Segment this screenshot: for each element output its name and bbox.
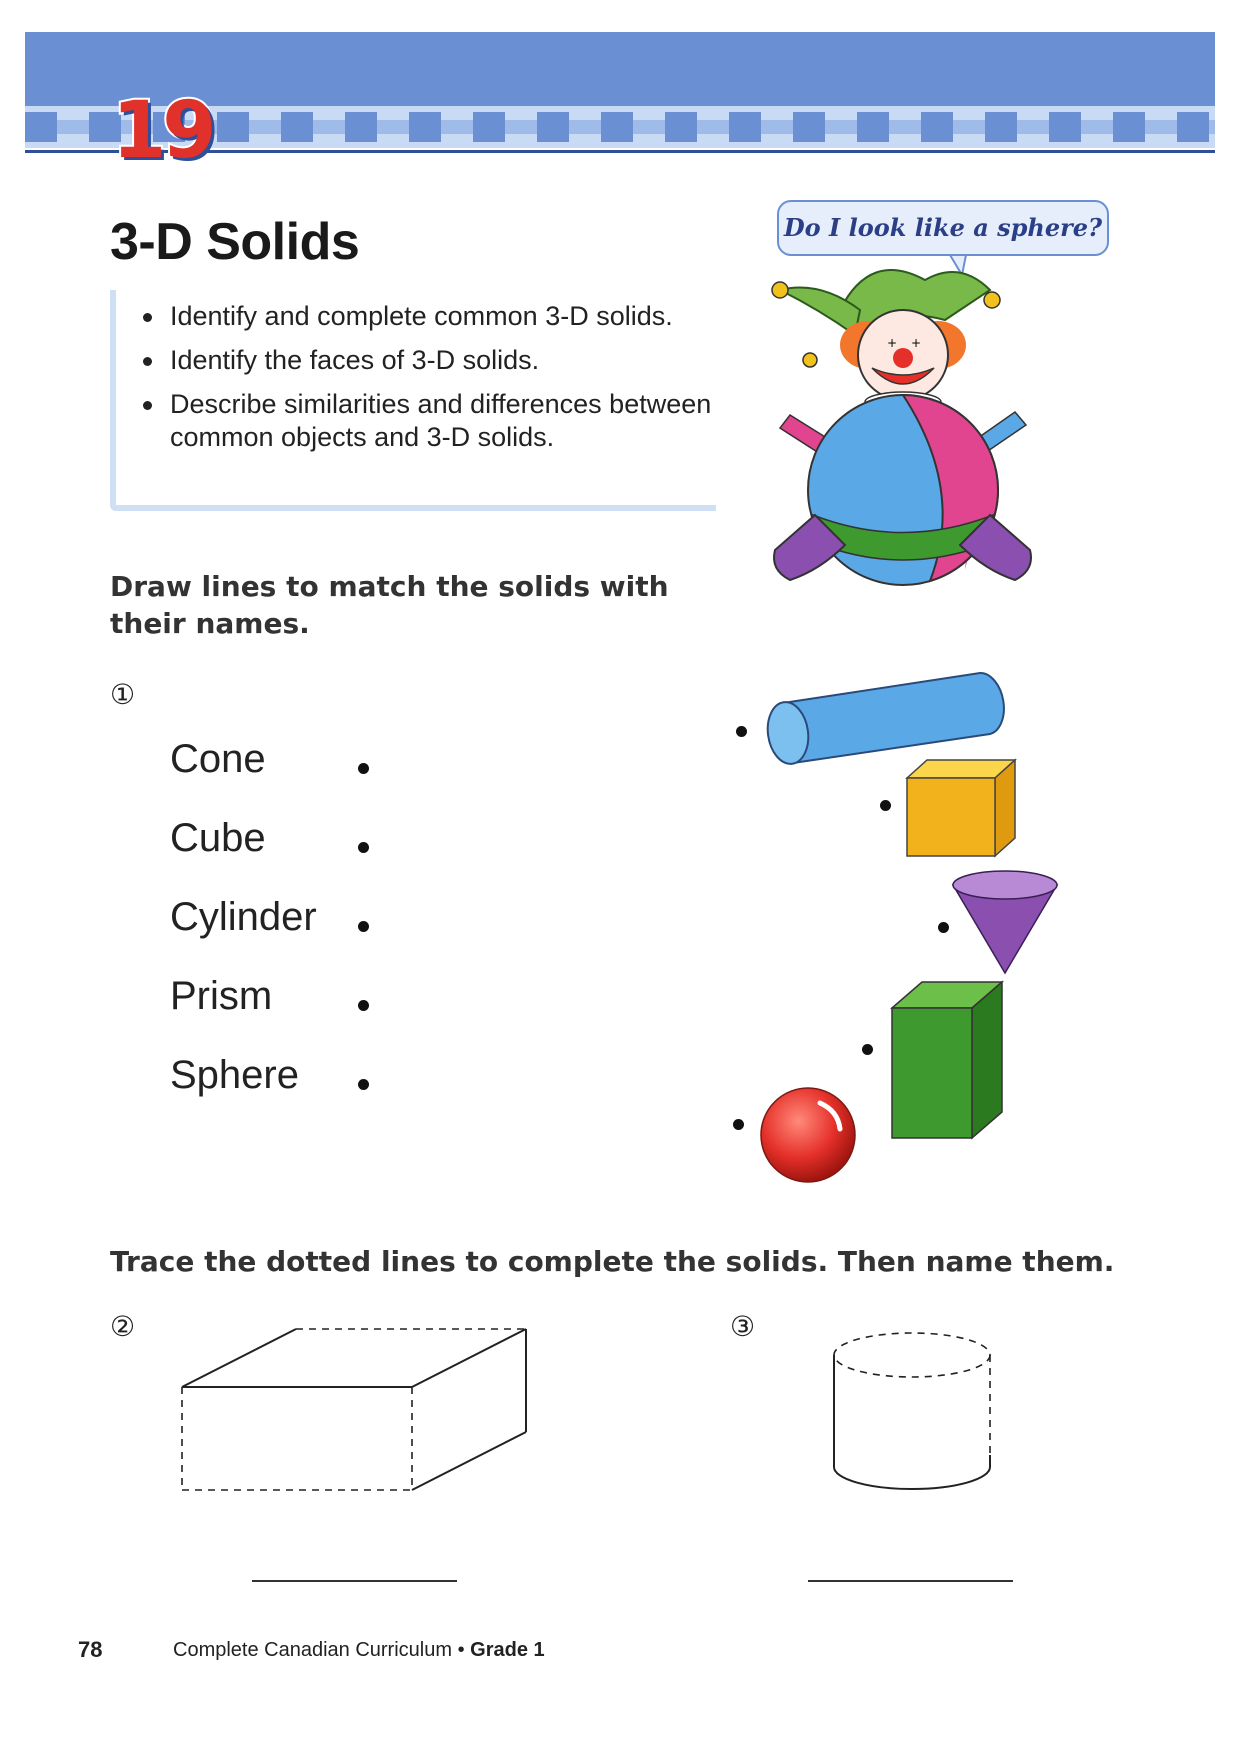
label-prism: Prism — [170, 974, 273, 1018]
match-dot-cone[interactable] — [358, 763, 369, 774]
question-number-1: ① — [110, 678, 136, 711]
svg-text:+: + — [887, 336, 898, 350]
cube-shape — [905, 758, 1020, 858]
prism-shape — [890, 980, 1010, 1142]
match-dot-prism[interactable] — [358, 1000, 369, 1011]
cone-shape — [950, 868, 1060, 978]
match-dot-cube-shape[interactable] — [880, 800, 891, 811]
speech-bubble: Do I look like a sphere? — [777, 200, 1109, 256]
footer-grade: Grade 1 — [470, 1639, 545, 1661]
footer-series — [173, 1639, 545, 1662]
label-cube: Cube — [170, 816, 266, 860]
match-dot-sphere-shape[interactable] — [733, 1119, 744, 1130]
objectives-list — [140, 300, 720, 465]
trace-prism — [178, 1325, 538, 1495]
question-number-3: ③ — [730, 1310, 756, 1343]
page-number: 78 — [78, 1637, 103, 1662]
answer-line-2[interactable] — [252, 1580, 457, 1582]
match-dot-cylinder[interactable] — [358, 921, 369, 932]
objective-item: Identify the faces of 3-D solids. — [140, 344, 720, 377]
objective-item: Identify and complete common 3-D solids. — [140, 300, 720, 333]
question-number-2: ② — [110, 1310, 136, 1343]
clown-illustration — [760, 250, 1080, 610]
trace-instruction: Trace the dotted lines to complete the solids. Then name them. — [110, 1245, 1115, 1278]
match-dot-cone-shape[interactable] — [938, 922, 949, 933]
objective-item: Describe similarities and differences between common objects and 3-D solids. — [140, 388, 720, 454]
page-title: 3-D Solids — [110, 213, 360, 271]
match-dot-cylinder-shape[interactable] — [736, 726, 747, 737]
match-dot-sphere[interactable] — [358, 1079, 369, 1090]
trace-cylinder — [830, 1325, 1000, 1505]
match-dot-prism-shape[interactable] — [862, 1044, 873, 1055]
label-cylinder: Cylinder — [170, 895, 317, 939]
label-sphere: Sphere — [170, 1053, 299, 1097]
sphere-shape — [758, 1085, 858, 1185]
match-dot-cube[interactable] — [358, 842, 369, 853]
match-instruction: Draw lines to match the solids with their names. — [110, 570, 669, 640]
chapter-number: 19 — [112, 86, 213, 176]
cylinder-shape — [758, 668, 1008, 768]
footer-series-name: Complete Canadian Curriculum — [173, 1639, 453, 1661]
answer-line-3[interactable] — [808, 1580, 1013, 1582]
svg-text:+: + — [911, 336, 922, 350]
label-cone: Cone — [170, 737, 266, 781]
footer-separator: • — [457, 1639, 465, 1661]
